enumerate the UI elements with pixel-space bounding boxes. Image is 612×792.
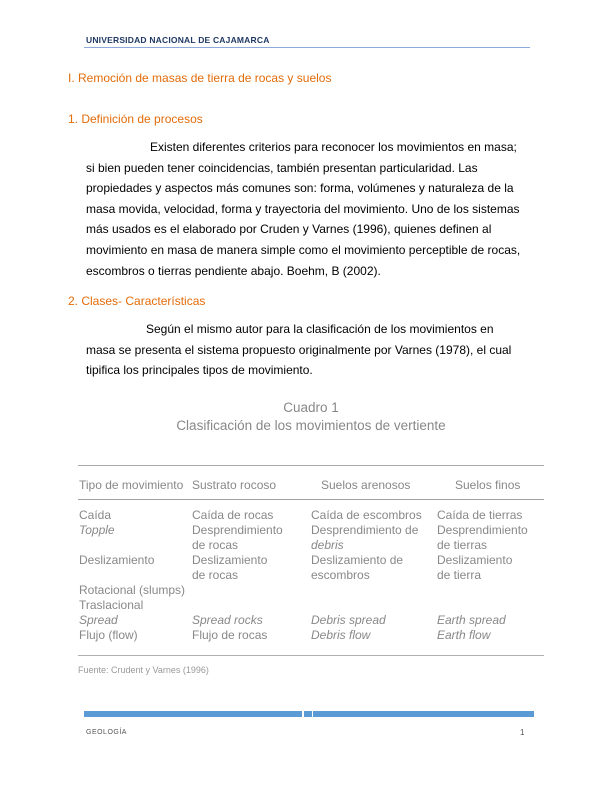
table-cell: Desprendimiento de <box>311 523 419 537</box>
table-cell: Rotacional (slumps) <box>79 583 186 597</box>
table-cell: de rocas <box>192 568 239 582</box>
table-cell: Caída de tierras <box>437 508 523 522</box>
table-cell: Deslizamiento <box>437 553 513 567</box>
table-cell: debris <box>311 538 344 552</box>
section-paragraph-1: Existen diferentes criterios para reconocer los movimientos en masa; si bien pueden tener coincidencias, también presentan particularidad. Las propiedades y aspectos más comunes son: forma, volúmenes y naturaleza de la masa movida, velocidad, forma y trayectoria del movimiento. Uno de los sistemas más usados es el elaborado por Cruden y Varnes (1996), quienes definen al movimiento en masa de manera simple como el movimiento perceptible de rocas, escombros o tierras pendiente abajo. Boehm, B (2002). <box>86 140 521 278</box>
table-title: Cuadro 1 <box>283 400 339 415</box>
table-cell: Flujo (flow) <box>79 628 138 642</box>
column-header: Sustrato rocoso <box>192 478 277 492</box>
table-cell: Desprendimiento <box>437 523 528 537</box>
table-header-rule <box>78 499 544 500</box>
column-header: Tipo de movimiento <box>79 478 184 492</box>
footer-bar <box>84 711 534 717</box>
table-cell: Traslacional <box>79 598 144 612</box>
table-top-rule <box>78 465 544 466</box>
table-cell: de tierra <box>437 568 482 582</box>
table-cell: de rocas <box>192 538 239 552</box>
table-source: Fuente: Crudent y Varnes (1996) <box>78 665 209 675</box>
column-header: Suelos arenosos <box>321 478 411 492</box>
table-cell: Flujo de rocas <box>192 628 268 642</box>
table-cell: Earth flow <box>437 628 491 642</box>
table-cell: Debris spread <box>311 613 386 627</box>
footer-label: GEOLOGÍA <box>86 729 127 736</box>
table-cell: Caída de escombros <box>311 508 422 522</box>
classification-table <box>78 399 544 681</box>
table-subtitle: Clasificación de los movimientos de vertiente <box>176 418 446 433</box>
main-title: I. Remoción de masas de tierra de rocas y suelos <box>68 71 332 85</box>
table-cell: Topple <box>79 523 115 537</box>
column-header: Suelos finos <box>455 478 521 492</box>
table-cell: Deslizamiento <box>79 553 155 567</box>
table-cell: Caída <box>79 508 112 522</box>
table-bottom-rule <box>78 655 544 656</box>
header-rule <box>84 47 530 48</box>
section-heading-2: 2. Clases- Características <box>68 294 206 308</box>
table-cell: Desprendimiento <box>192 523 283 537</box>
table-cell: Deslizamiento <box>192 553 268 567</box>
table-cell: Spread <box>79 613 118 627</box>
section-paragraph-2: Según el mismo autor para la clasificación de los movimientos en masa se presenta el sistema propuesto originalmente por Varnes (1978), el cual tipifica los principales tipos de movimiento. <box>86 322 512 378</box>
table-cell: de tierras <box>437 538 488 552</box>
table-cell: Earth spread <box>437 613 506 627</box>
running-header: UNIVERSIDAD NACIONAL DE CAJAMARCA <box>86 35 270 45</box>
table-cell: Spread rocks <box>192 613 263 627</box>
table-cell: Caída de rocas <box>192 508 274 522</box>
table-cell: Debris flow <box>311 628 371 642</box>
page-number: 1 <box>520 728 525 737</box>
table-cell: Deslizamiento de <box>311 553 404 567</box>
table-cell: escombros <box>311 568 370 582</box>
section-heading-1: 1. Definición de procesos <box>68 112 203 126</box>
